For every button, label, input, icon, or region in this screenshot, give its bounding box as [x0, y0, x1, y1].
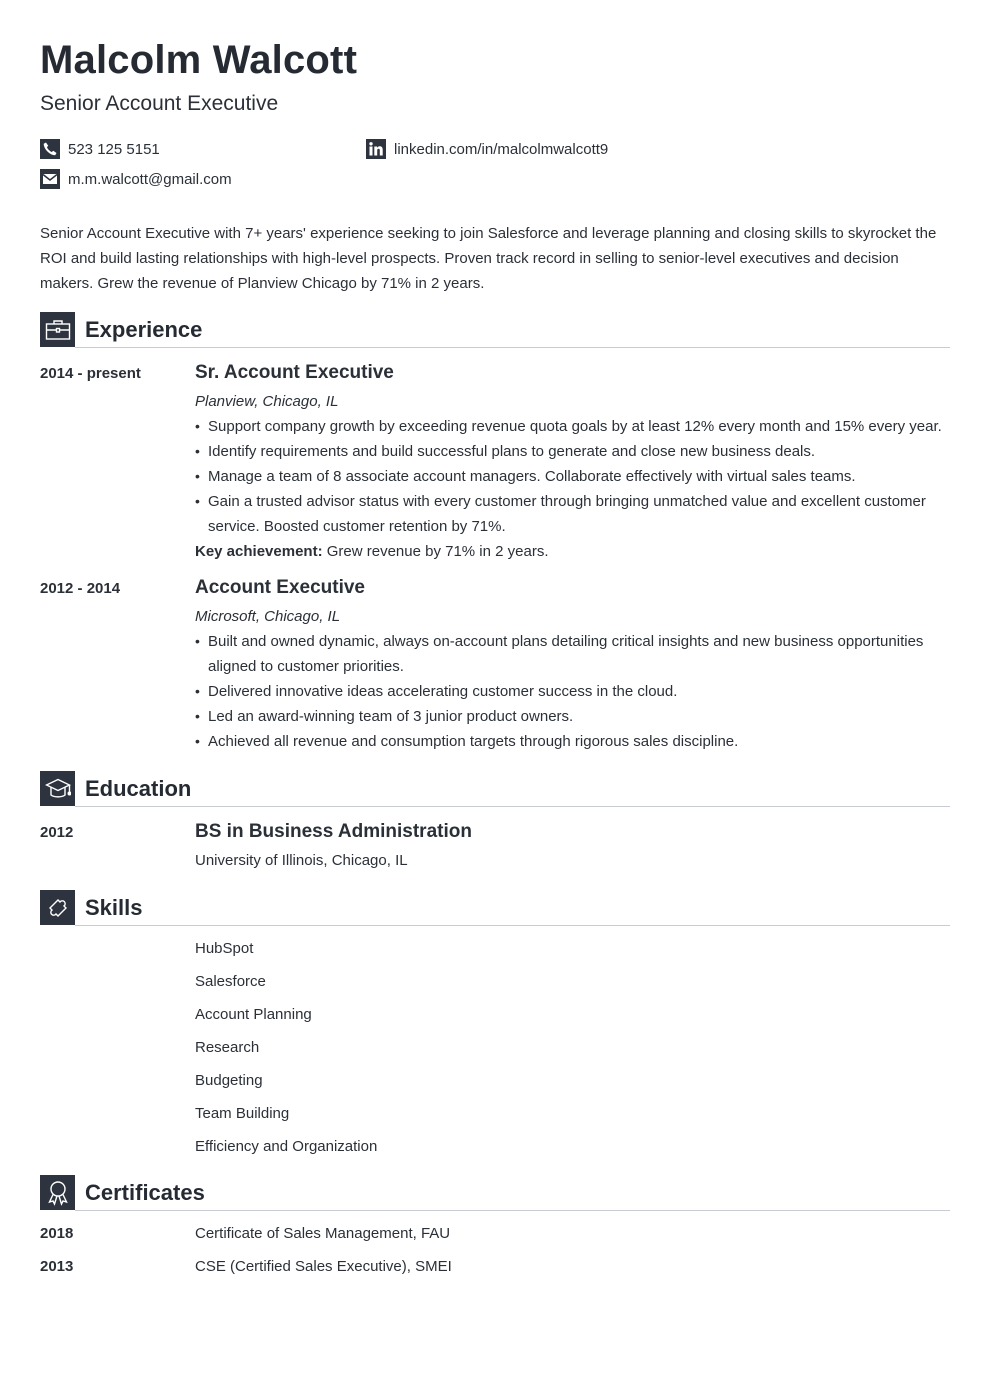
certificate-name: Certificate of Sales Management, FAU: [195, 1225, 451, 1242]
summary: Senior Account Executive with 7+ years' experience seeking to join Salesforce and leverage planning and closing skills to skyrocket the ROI and build lasting relationships with high-level prospects. Proven track record in selling to senior-level executives and decision makers. Grew the revenue of Planview Chicago by 71% in 2 years.: [40, 225, 937, 292]
list-item: • Gain a trusted advisor status with every customer through bringing unmatched value and excellent customer service. Boosted customer retention by 71%.: [195, 489, 950, 539]
list-item: • Built and owned dynamic, always on-account plans detailing critical insights and new business opportunities aligned to customer priorities.: [195, 629, 950, 679]
job-company: Planview, Chicago, IL: [195, 393, 339, 410]
job-entry: [195, 575, 950, 754]
certificate-name: CSE (Certified Sales Executive), SMEI: [195, 1258, 452, 1275]
contact-linkedin[interactable]: [366, 139, 608, 159]
skill-item: Salesforce: [195, 973, 266, 990]
list-item: • Support company growth by exceeding revenue quota goals by at least 12% every month and 15% every year.: [195, 414, 950, 439]
skill-item: Research: [195, 1039, 260, 1056]
email-icon: [40, 169, 60, 189]
job-title: Account Executive: [195, 577, 365, 598]
job-company: Microsoft, Chicago, IL: [195, 608, 341, 625]
experience-title: Experience: [85, 317, 203, 342]
certificates-title: Certificates: [85, 1180, 205, 1205]
experience-section-header: [40, 312, 950, 348]
section-divider: [75, 1210, 950, 1211]
list-item: • Achieved all revenue and consumption targets through rigorous sales discipline.: [195, 729, 950, 754]
education-title: Education: [85, 776, 192, 801]
degree-title: BS in Business Administration: [195, 821, 472, 842]
key-achievement-label: Key achievement:: [195, 543, 323, 560]
linkedin-icon: [366, 139, 386, 159]
education-entry: [195, 819, 950, 873]
candidate-title: Senior Account Executive: [40, 92, 279, 115]
section-divider: [75, 925, 950, 926]
email-text[interactable]: m.m.walcott@gmail.com: [68, 170, 232, 188]
education-section-header: [40, 771, 950, 807]
key-achievement-text: Grew revenue by 71% in 2 years.: [322, 543, 549, 560]
list-item: • Delivered innovative ideas accelerating customer success in the cloud.: [195, 679, 950, 704]
certificates-section-header: [40, 1175, 950, 1211]
briefcase-icon: [40, 312, 75, 347]
school-name: University of Illinois, Chicago, IL: [195, 852, 408, 869]
skills-title: Skills: [85, 895, 143, 920]
job-dates: 2012 - 2014: [40, 580, 121, 597]
skills-section-header: [40, 890, 950, 926]
puzzle-icon: [40, 890, 75, 925]
contact-phone: [40, 139, 160, 159]
skill-item: Budgeting: [195, 1072, 263, 1089]
candidate-name: Malcolm Walcott: [40, 38, 358, 82]
certificate-year: 2013: [40, 1258, 74, 1275]
skill-item: Team Building: [195, 1105, 290, 1122]
section-divider: [75, 347, 950, 348]
linkedin-text[interactable]: linkedin.com/in/malcolmwalcott9: [394, 140, 609, 158]
contact-email[interactable]: [40, 169, 232, 189]
key-achievement: [195, 539, 950, 564]
skill-item: Efficiency and Organization: [195, 1138, 378, 1155]
list-item: • Identify requirements and build successful plans to generate and close new business deals.: [195, 439, 950, 464]
job-bullets: [195, 414, 950, 539]
phone-icon: [40, 139, 60, 159]
skill-item: HubSpot: [195, 940, 254, 957]
list-item: • Manage a team of 8 associate account managers. Collaborate effectively with virtual sales teams.: [195, 464, 950, 489]
section-divider: [75, 806, 950, 807]
job-entry: [195, 360, 950, 564]
education-year: 2012: [40, 824, 74, 841]
job-dates: 2014 - present: [40, 365, 141, 382]
graduation-cap-icon: [40, 771, 75, 806]
phone-text: 523 125 5151: [68, 140, 160, 158]
award-ribbon-icon: [40, 1175, 75, 1210]
skill-item: Account Planning: [195, 1006, 312, 1023]
job-title: Sr. Account Executive: [195, 362, 394, 383]
certificate-year: 2018: [40, 1225, 74, 1242]
job-bullets: [195, 629, 950, 754]
list-item: • Led an award-winning team of 3 junior product owners.: [195, 704, 950, 729]
